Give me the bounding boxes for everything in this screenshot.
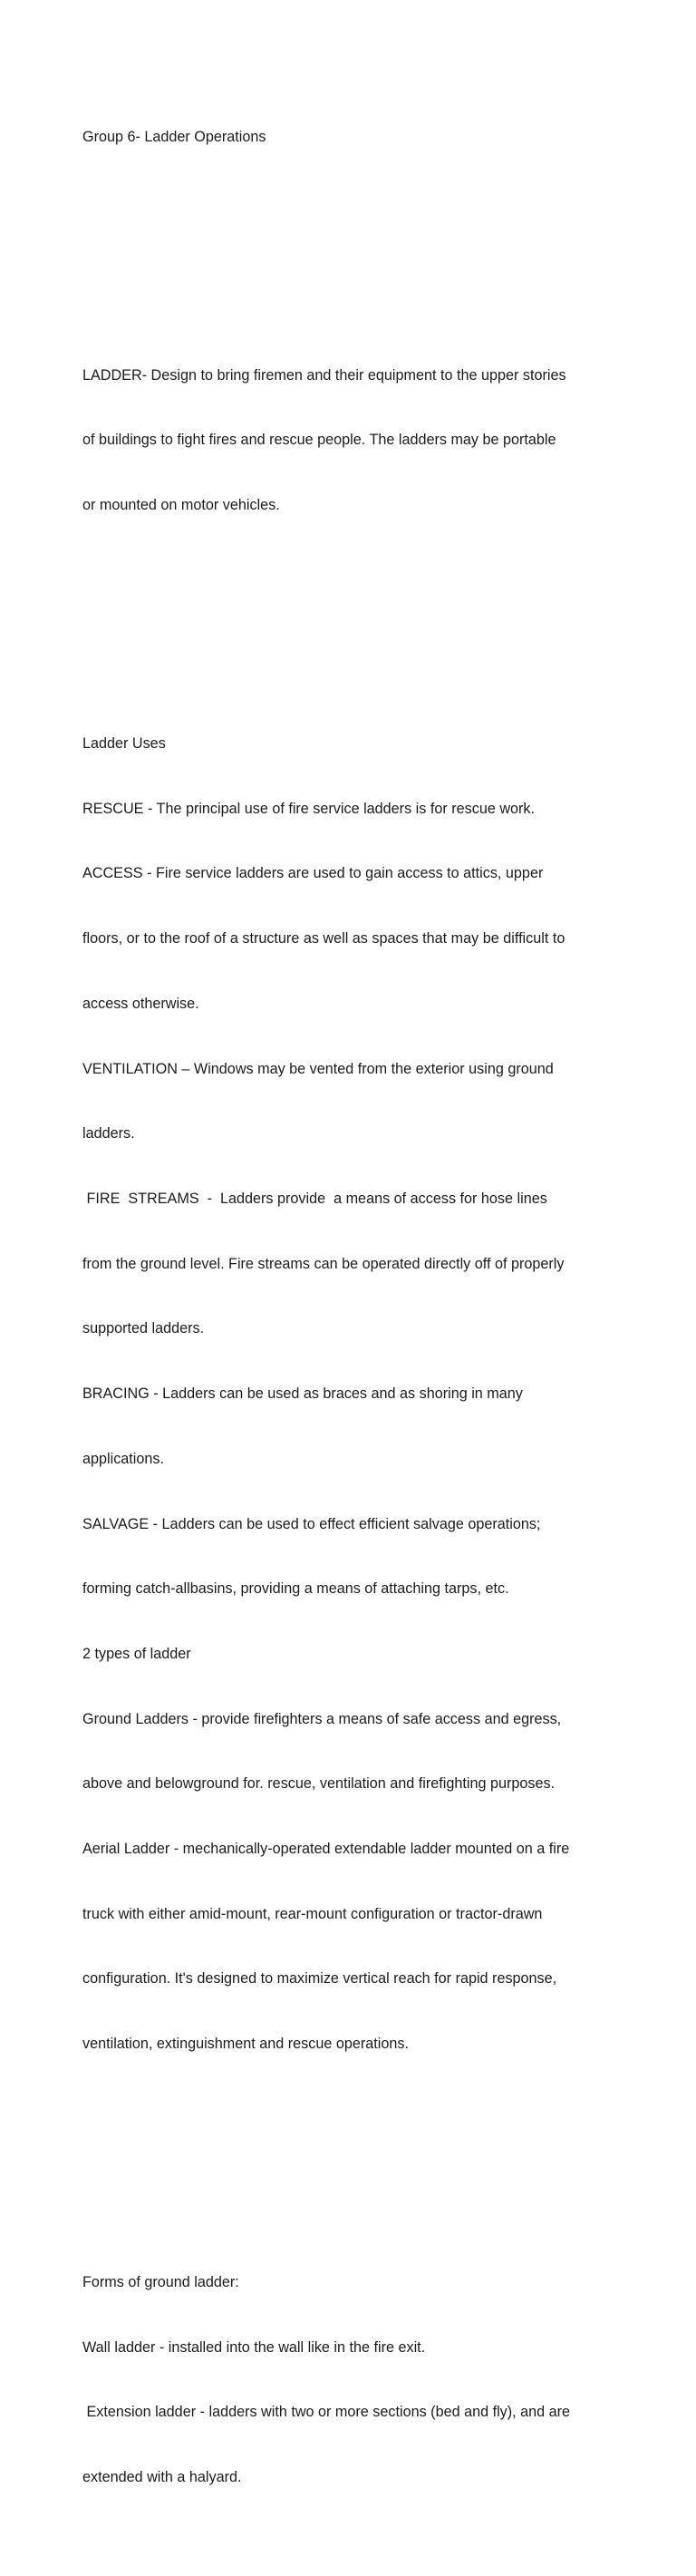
uses-line: Aerial Ladder - mechanically-operated extendable ladder mounted on a fire [82,1841,570,1858]
uses-line: VENTILATION – Windows may be vented from the exterior using ground [82,1060,554,1077]
uses-line: ventilation, extinguishment and rescue operations. [82,2036,409,2053]
uses-line: BRACING - Ladders can be used as braces and as shoring in many [82,1385,523,1403]
ladder-uses-section [82,690,626,2099]
uses-line: FIRE STREAMS - Ladders provide a means of access for hose lines [82,1191,547,1207]
document-title: Group 6- Ladder Operations [82,128,266,145]
uses-line: RESCUE - The principal use of fire service ladders is for rescue work. [82,800,535,817]
uses-line: applications. [82,1450,164,1467]
section-heading-forms: Forms of ground ladder: [82,2274,239,2291]
uses-line: ladders. [82,1125,135,1142]
blank-line [82,604,626,626]
uses-line: SALVAGE - Ladders can be used to effect efficient salvage operations; [82,1515,541,1532]
forms-line: Extension ladder - ladders with two or more sections (bed and fly), and are [82,2404,571,2421]
uses-line: Ground Ladders - provide firefighters a means of safe access and egress, [82,1710,562,1727]
forms-line: Wall ladder - installed into the wall like in the fire exit. [82,2338,426,2356]
uses-line: truck with either amid-mount, rear-mount configuration or tractor-drawn [82,1905,543,1922]
document-body [82,83,626,2576]
uses-line: ACCESS - Fire service ladders are used to gain access to attics, upper [82,865,544,882]
uses-line: floors, or to the roof of a structure as well as spaces that may be difficult to [82,930,566,948]
forms-of-ground-ladder-section [82,2229,626,2532]
uses-line: forming catch-allbasins, providing a means of attaching tarps, etc. [82,1580,509,1598]
forms-line: extended with a halyard. [82,2469,242,2486]
intro-line: or mounted on motor vehicles. [82,497,280,514]
uses-line: 2 types of ladder [82,1645,191,1662]
uses-line: from the ground level. Fire streams can be operated directly off of properly [82,1255,565,1272]
section-heading-ladder-uses: Ladder Uses [82,735,166,753]
intro-paragraph [82,322,626,560]
blank-line [82,2143,626,2164]
intro-line: LADDER- Design to bring firemen and their equipment to the upper stories [82,366,566,384]
uses-line: supported ladders. [82,1320,205,1337]
blank-gap [82,192,626,258]
uses-line: above and belowground for. rescue, ventilation and firefighting purposes. [82,1775,556,1793]
uses-line: access otherwise. [82,995,199,1012]
uses-line: configuration. It's designed to maximize vertical reach for rapid response, [82,1970,557,1988]
intro-line: of buildings to fight fires and rescue people. The ladders may be portable [82,432,556,449]
